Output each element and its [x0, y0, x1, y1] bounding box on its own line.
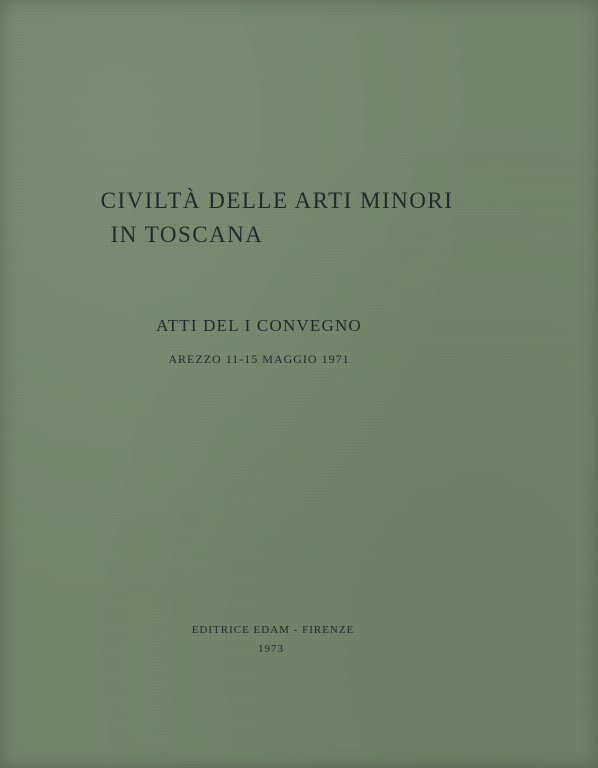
subtitle: ATTI DEL I CONVEGNO: [156, 316, 362, 335]
publication-year: 1973: [258, 643, 284, 655]
dateline: AREZZO 11-15 MAGGIO 1971: [168, 352, 350, 366]
title-line-2: IN TOSCANA: [110, 222, 264, 247]
title-line-1: CIVILTÀ DELLE ARTI MINORI: [100, 188, 454, 213]
publisher: EDITRICE EDAM - FIRENZE: [191, 624, 355, 636]
